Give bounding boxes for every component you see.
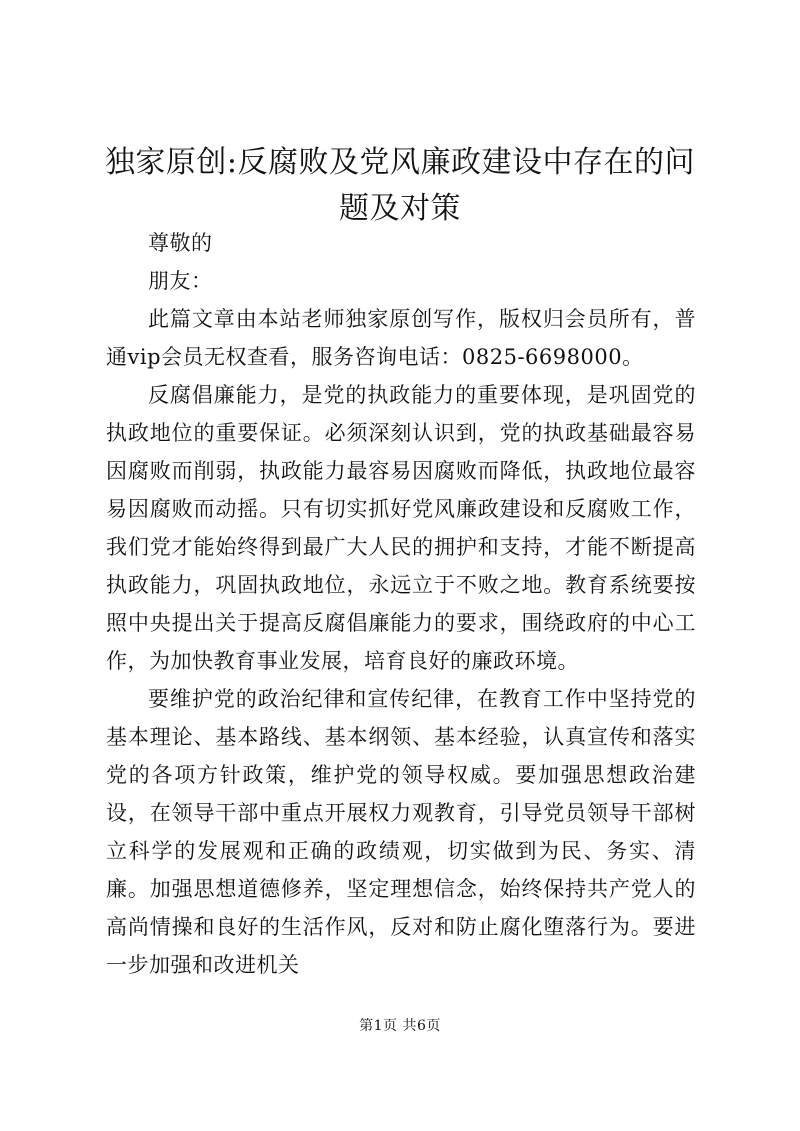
copyright-notice-paragraph: 此篇文章由本站老师独家原创写作，版权归会员所有，普通vip会员无权查看，服务咨询电话：0825-6698000。 xyxy=(106,307,696,369)
salutation-line-2: 朋友： xyxy=(148,269,213,293)
document-body xyxy=(106,224,696,984)
document-title: 独家原创:反腐败及党风廉政建设中存在的问题及对策 xyxy=(104,145,696,226)
salutation-line-1: 尊敬的 xyxy=(148,231,213,255)
body-paragraph: 要维护党的政治纪律和宣传纪律，在教育工作中坚持党的基本理论、基本路线、基本纲领、基本经验，认真宣传和落实党的各项方针政策，维护党的领导权威。要加强思想政治建设，在领导干部中重点开展权力观教育，引导党员领导干部树立科学的发展观和正确的政绩观，切实做到为民、务实、清廉。加强思想道德修养，坚定理想信念，始终保持共产党人的高尚情操和良好的生活作风，反对和防止腐化堕落行为。要进一步加强和改进机关 xyxy=(106,687,696,977)
body-paragraph: 反腐倡廉能力，是党的执政能力的重要体现，是巩固党的执政地位的重要保证。必须深刻认识到，党的执政基础最容易因腐败而削弱，执政能力最容易因腐败而降低，执政地位最容易因腐败而动摇。只有切实抓好党风廉政建设和反腐败工作，我们党才能始终得到最广大人民的拥护和支持，才能不断提高执政能力，巩固执政地位，永远立于不败之地。教育系统要按照中央提出关于提高反腐倡廉能力的要求，围绕政府的中心工作，为加快教育事业发展，培育良好的廉政环境。 xyxy=(106,383,696,673)
page-number-footer: 第1页 共6页 xyxy=(359,1018,441,1034)
